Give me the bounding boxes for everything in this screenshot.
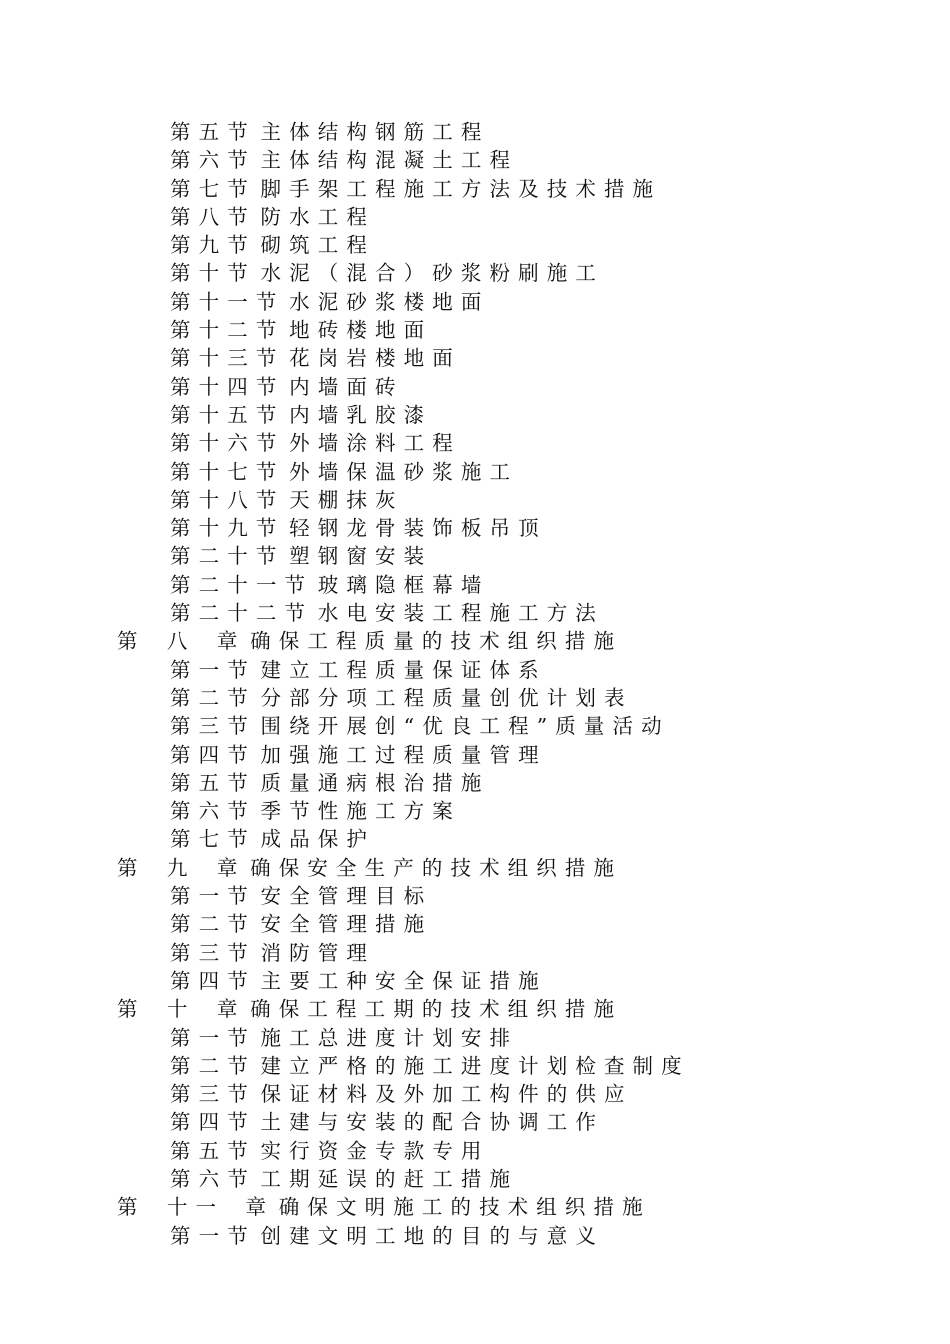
toc-section-entry — [0, 769, 950, 797]
toc-chapter-entry — [0, 627, 950, 655]
section-number: 第 三 节 — [170, 1082, 249, 1107]
section-number: 第 五 节 — [170, 1138, 249, 1163]
toc-section-entry — [0, 146, 950, 174]
toc-section-entry — [0, 1137, 950, 1165]
section-number: 第 十 六 节 — [170, 431, 278, 456]
chapter-title: 确 保 工 程 工 期 的 技 术 组 织 措 施 — [250, 997, 615, 1022]
section-title: 分 部 分 项 工 程 质 量 创 优 计 划 表 — [260, 685, 626, 710]
section-title: 围 绕 开 展 创 “ 优 良 工 程 ” 质 量 活 动 — [260, 714, 663, 739]
section-number: 第 二 十 节 — [170, 544, 278, 569]
chapter-number: 第 九 章 — [117, 855, 239, 880]
chapter-number: 第 八 章 — [117, 629, 239, 654]
toc-section-entry — [0, 1108, 950, 1136]
section-title: 主 体 结 构 混 凝 土 工 程 — [260, 148, 511, 173]
section-number: 第 二 十 二 节 — [170, 601, 306, 626]
section-number: 第 十 一 节 — [170, 289, 278, 314]
section-title: 创 建 文 明 工 地 的 目 的 与 意 义 — [260, 1223, 597, 1248]
section-number: 第 六 节 — [170, 148, 249, 173]
section-title: 土 建 与 安 装 的 配 合 协 调 工 作 — [260, 1110, 597, 1135]
section-title: 保 证 材 料 及 外 加 工 构 件 的 供 应 — [260, 1082, 626, 1107]
section-title: 地 砖 楼 地 面 — [289, 318, 425, 343]
section-title: 脚 手 架 工 程 施 工 方 法 及 技 术 措 施 — [260, 176, 654, 201]
toc-section-entry — [0, 344, 950, 372]
section-number: 第 二 节 — [170, 1053, 249, 1078]
section-number: 第 一 节 — [170, 657, 249, 682]
toc-section-entry — [0, 1222, 950, 1250]
section-number: 第 四 节 — [170, 968, 249, 993]
section-number: 第 三 节 — [170, 940, 249, 965]
section-title: 主 要 工 种 安 全 保 证 措 施 — [260, 968, 540, 993]
toc-section-entry — [0, 1080, 950, 1108]
toc-section-entry — [0, 316, 950, 344]
toc-section-entry — [0, 599, 950, 627]
toc-section-entry — [0, 118, 950, 146]
toc-section-entry — [0, 259, 950, 287]
chapter-number: 第 十 章 — [117, 997, 239, 1022]
section-title: 外 墙 保 温 砂 浆 施 工 — [289, 459, 511, 484]
section-number: 第 九 节 — [170, 233, 249, 258]
section-title: 质 量 通 病 根 治 措 施 — [260, 770, 483, 795]
section-number: 第 五 节 — [170, 770, 249, 795]
section-title: 水 电 安 装 工 程 施 工 方 法 — [317, 601, 597, 626]
section-number: 第 十 二 节 — [170, 318, 278, 343]
toc-section-entry — [0, 1165, 950, 1193]
section-number: 第 十 五 节 — [170, 402, 278, 427]
section-number: 第 七 节 — [170, 176, 249, 201]
section-title: 安 全 管 理 措 施 — [260, 912, 425, 937]
chapter-number: 第 十 一 章 — [117, 1195, 267, 1220]
section-title: 建 立 严 格 的 施 工 进 度 计 划 检 查 制 度 — [260, 1053, 683, 1078]
toc-section-entry — [0, 458, 950, 486]
section-title: 天 棚 抹 灰 — [289, 487, 397, 512]
section-title: 加 强 施 工 过 程 质 量 管 理 — [260, 742, 540, 767]
toc-section-entry — [0, 514, 950, 542]
section-title: 水 泥 （ 混 合 ） 砂 浆 粉 刷 施 工 — [260, 261, 597, 286]
section-title: 花 岗 岩 楼 地 面 — [289, 346, 454, 371]
section-number: 第 二 节 — [170, 912, 249, 937]
section-title: 安 全 管 理 目 标 — [260, 884, 425, 909]
section-title: 塑 钢 窗 安 装 — [289, 544, 425, 569]
toc-section-entry — [0, 175, 950, 203]
section-title: 玻 璃 隐 框 幕 墙 — [317, 572, 483, 597]
toc-section-entry — [0, 797, 950, 825]
section-number: 第 四 节 — [170, 742, 249, 767]
toc-section-entry — [0, 656, 950, 684]
toc-section-entry — [0, 231, 950, 259]
section-title: 轻 钢 龙 骨 装 饰 板 吊 顶 — [289, 516, 540, 541]
section-title: 季 节 性 施 工 方 案 — [260, 799, 454, 824]
toc-section-entry — [0, 486, 950, 514]
section-number: 第 二 十 一 节 — [170, 572, 306, 597]
toc-section-entry — [0, 571, 950, 599]
section-title: 成 品 保 护 — [260, 827, 368, 852]
section-title: 建 立 工 程 质 量 保 证 体 系 — [260, 657, 540, 682]
section-title: 内 墙 乳 胶 漆 — [289, 402, 425, 427]
section-title: 内 墙 面 砖 — [289, 374, 397, 399]
section-number: 第 四 节 — [170, 1110, 249, 1135]
toc-section-entry — [0, 967, 950, 995]
section-number: 第 十 节 — [170, 261, 249, 286]
toc-chapter-entry — [0, 854, 950, 882]
toc-section-entry — [0, 401, 950, 429]
section-number: 第 一 节 — [170, 1025, 249, 1050]
section-number: 第 五 节 — [170, 120, 249, 144]
section-title: 防 水 工 程 — [260, 204, 368, 229]
section-number: 第 十 九 节 — [170, 516, 278, 541]
chapter-title: 确 保 安 全 生 产 的 技 术 组 织 措 施 — [250, 855, 615, 880]
toc-section-entry — [0, 741, 950, 769]
section-number: 第 六 节 — [170, 799, 249, 824]
section-number: 第 一 节 — [170, 1223, 249, 1248]
toc-section-entry — [0, 373, 950, 401]
section-title: 砌 筑 工 程 — [260, 233, 368, 258]
section-number: 第 十 七 节 — [170, 459, 278, 484]
section-number: 第 六 节 — [170, 1166, 249, 1191]
toc-section-entry — [0, 910, 950, 938]
toc-section-entry — [0, 684, 950, 712]
chapter-title: 确 保 文 明 施 工 的 技 术 组 织 措 施 — [278, 1195, 644, 1220]
toc-section-entry — [0, 1024, 950, 1052]
section-title: 实 行 资 金 专 款 专 用 — [260, 1138, 483, 1163]
toc-section-entry — [0, 939, 950, 967]
section-number: 第 七 节 — [170, 827, 249, 852]
toc-section-entry — [0, 542, 950, 570]
section-number: 第 十 八 节 — [170, 487, 278, 512]
section-title: 工 期 延 误 的 赶 工 措 施 — [260, 1166, 511, 1191]
section-title: 主 体 结 构 钢 筋 工 程 — [260, 120, 483, 144]
toc-chapter-entry — [0, 995, 950, 1023]
section-number: 第 二 节 — [170, 685, 249, 710]
section-number: 第 三 节 — [170, 714, 249, 739]
toc-chapter-entry — [0, 1193, 950, 1221]
section-title: 消 防 管 理 — [260, 940, 368, 965]
toc-section-entry — [0, 288, 950, 316]
section-title: 水 泥 砂 浆 楼 地 面 — [289, 289, 483, 314]
section-number: 第 十 四 节 — [170, 374, 278, 399]
toc-section-entry — [0, 203, 950, 231]
toc-section-entry — [0, 1052, 950, 1080]
section-number: 第 一 节 — [170, 884, 249, 909]
toc-section-entry — [0, 882, 950, 910]
chapter-title: 确 保 工 程 质 量 的 技 术 组 织 措 施 — [250, 629, 615, 654]
toc-list — [0, 118, 950, 1250]
section-number: 第 八 节 — [170, 204, 249, 229]
section-title: 外 墙 涂 料 工 程 — [289, 431, 454, 456]
toc-section-entry — [0, 429, 950, 457]
toc-section-entry — [0, 825, 950, 853]
section-number: 第 十 三 节 — [170, 346, 278, 371]
toc-section-entry — [0, 712, 950, 740]
section-title: 施 工 总 进 度 计 划 安 排 — [260, 1025, 511, 1050]
